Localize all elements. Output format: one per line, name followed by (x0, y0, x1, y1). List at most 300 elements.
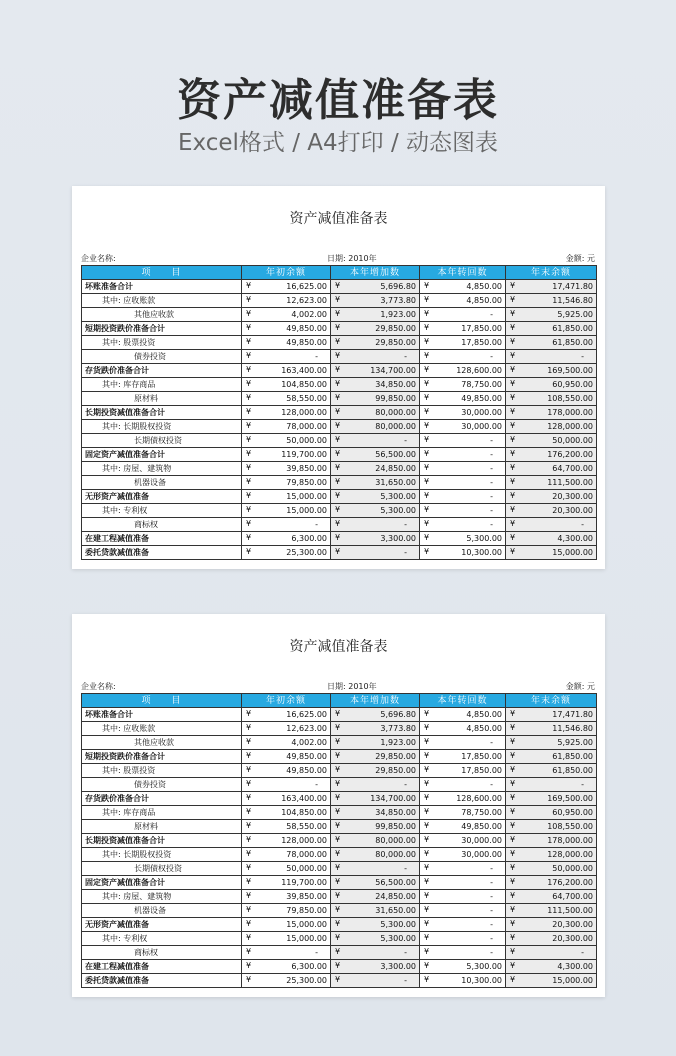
table-row (82, 378, 597, 392)
currency-symbol: ¥ (510, 737, 516, 746)
amount-value: 4,002.00 (291, 737, 327, 747)
amount-value: 80,000.00 (375, 407, 416, 417)
currency-symbol: ¥ (510, 295, 516, 304)
currency-symbol: ¥ (335, 849, 341, 858)
amount-value: 31,650.00 (375, 905, 416, 915)
table-row (82, 308, 597, 322)
table-row (82, 420, 597, 434)
amount-value: 4,850.00 (466, 709, 502, 719)
amount-value: 50,000.00 (286, 435, 327, 445)
amount-cell (242, 518, 331, 532)
currency-symbol: ¥ (510, 323, 516, 332)
amount-cell (506, 722, 597, 736)
amount-value: 30,000.00 (461, 407, 502, 417)
amount-value: 5,300.00 (380, 919, 416, 929)
amount-cell (331, 946, 420, 960)
currency-symbol: ¥ (510, 807, 516, 816)
currency-symbol: ¥ (424, 849, 430, 858)
currency-symbol: ¥ (510, 961, 516, 970)
currency-symbol: ¥ (246, 793, 252, 802)
currency-symbol: ¥ (424, 435, 430, 444)
amount-value: - (490, 947, 493, 957)
impairment-table (81, 693, 597, 988)
amount-value: 49,850.00 (286, 337, 327, 347)
amount-cell (420, 736, 506, 750)
row-label: 机器设备 (82, 904, 242, 918)
amount-cell (506, 448, 597, 462)
amount-value: 4,850.00 (466, 723, 502, 733)
table-header-row (82, 694, 597, 708)
currency-symbol: ¥ (510, 863, 516, 872)
currency-symbol: ¥ (335, 505, 341, 514)
currency-symbol: ¥ (335, 877, 341, 886)
amount-cell (331, 392, 420, 406)
currency-symbol: ¥ (335, 533, 341, 542)
amount-value: - (404, 975, 407, 985)
amount-cell (420, 764, 506, 778)
currency-symbol: ¥ (246, 393, 252, 402)
row-label: 其中: 库存商品 (82, 806, 242, 820)
amount-cell (331, 434, 420, 448)
amount-value: - (490, 491, 493, 501)
currency-symbol: ¥ (335, 519, 341, 528)
amount-cell (242, 890, 331, 904)
currency-symbol: ¥ (510, 519, 516, 528)
amount-cell (242, 350, 331, 364)
currency-symbol: ¥ (424, 891, 430, 900)
currency-symbol: ¥ (424, 933, 430, 942)
amount-cell (420, 280, 506, 294)
table-row (82, 974, 597, 988)
amount-cell (242, 504, 331, 518)
currency-symbol: ¥ (246, 435, 252, 444)
page-subtitle: Excel格式 / A4打印 / 动态图表 (177, 130, 499, 156)
amount-value: 80,000.00 (375, 835, 416, 845)
amount-cell (242, 918, 331, 932)
column-header: 年初余额 (242, 694, 331, 708)
amount-value: - (581, 947, 584, 957)
currency-symbol: ¥ (510, 491, 516, 500)
amount-value: 78,750.00 (461, 807, 502, 817)
currency-symbol: ¥ (246, 421, 252, 430)
currency-symbol: ¥ (424, 821, 430, 830)
row-label: 长期投资减值准备合计 (82, 406, 242, 420)
currency-symbol: ¥ (335, 365, 341, 374)
amount-cell (242, 378, 331, 392)
amount-cell (506, 490, 597, 504)
row-label: 原材料 (82, 820, 242, 834)
amount-value: 60,950.00 (552, 807, 593, 817)
table-row (82, 708, 597, 722)
amount-cell (331, 476, 420, 490)
amount-cell (506, 532, 597, 546)
amount-value: 5,300.00 (466, 533, 502, 543)
amount-value: 111,500.00 (547, 905, 593, 915)
currency-symbol: ¥ (246, 821, 252, 830)
amount-cell (506, 792, 597, 806)
row-label: 其中: 专利权 (82, 932, 242, 946)
amount-value: 20,300.00 (552, 491, 593, 501)
amount-cell (331, 904, 420, 918)
row-label: 其他应收款 (82, 736, 242, 750)
amount-value: 99,850.00 (375, 393, 416, 403)
row-label: 商标权 (82, 946, 242, 960)
amount-value: 30,000.00 (461, 849, 502, 859)
amount-value: 128,600.00 (456, 365, 502, 375)
amount-cell (506, 890, 597, 904)
amount-value: - (490, 737, 493, 747)
row-label: 长期债权投资 (82, 862, 242, 876)
currency-symbol: ¥ (424, 835, 430, 844)
amount-cell (242, 960, 331, 974)
table-row (82, 890, 597, 904)
currency-symbol: ¥ (424, 547, 430, 556)
amount-value: 17,471.80 (552, 709, 593, 719)
amount-cell (331, 504, 420, 518)
amount-value: 3,300.00 (380, 533, 416, 543)
currency-symbol: ¥ (335, 449, 341, 458)
amount-cell (420, 546, 506, 560)
amount-cell (331, 420, 420, 434)
amount-cell (331, 322, 420, 336)
amount-cell (420, 708, 506, 722)
amount-value: 56,500.00 (375, 877, 416, 887)
currency-symbol: ¥ (424, 947, 430, 956)
amount-value: 128,000.00 (547, 849, 593, 859)
currency-symbol: ¥ (424, 295, 430, 304)
amount-cell (506, 504, 597, 518)
amount-value: - (490, 505, 493, 515)
amount-cell (331, 308, 420, 322)
amount-cell (506, 778, 597, 792)
amount-cell (420, 406, 506, 420)
table-row (82, 504, 597, 518)
currency-symbol: ¥ (510, 309, 516, 318)
column-header: 年末余额 (506, 694, 597, 708)
amount-cell (420, 918, 506, 932)
amount-cell (506, 974, 597, 988)
row-label: 短期投资跌价准备合计 (82, 750, 242, 764)
amount-cell (506, 918, 597, 932)
sheet-preview-1 (72, 186, 605, 569)
currency-symbol: ¥ (335, 891, 341, 900)
amount-value: - (315, 947, 318, 957)
amount-cell (331, 792, 420, 806)
table-row (82, 350, 597, 364)
currency-symbol: ¥ (424, 379, 430, 388)
amount-value: 1,923.00 (380, 737, 416, 747)
row-label: 商标权 (82, 518, 242, 532)
amount-cell (420, 308, 506, 322)
amount-cell (420, 932, 506, 946)
amount-value: 60,950.00 (552, 379, 593, 389)
amount-cell (242, 792, 331, 806)
table-row (82, 792, 597, 806)
amount-value: 17,850.00 (461, 337, 502, 347)
amount-value: 25,300.00 (286, 975, 327, 985)
currency-symbol: ¥ (246, 477, 252, 486)
amount-cell (331, 448, 420, 462)
amount-value: 49,850.00 (286, 765, 327, 775)
sheet-meta (81, 681, 595, 693)
amount-value: 111,500.00 (547, 477, 593, 487)
amount-cell (242, 294, 331, 308)
amount-cell (420, 476, 506, 490)
amount-value: 5,300.00 (380, 491, 416, 501)
amount-value: 20,300.00 (552, 505, 593, 515)
amount-cell (506, 378, 597, 392)
amount-cell (331, 546, 420, 560)
currency-symbol: ¥ (510, 463, 516, 472)
amount-cell (420, 890, 506, 904)
currency-symbol: ¥ (246, 463, 252, 472)
table-row (82, 518, 597, 532)
amount-value: 58,550.00 (286, 393, 327, 403)
amount-value: 15,000.00 (286, 933, 327, 943)
amount-value: 108,550.00 (547, 393, 593, 403)
amount-value: - (581, 519, 584, 529)
amount-cell (242, 708, 331, 722)
amount-value: 16,625.00 (286, 709, 327, 719)
currency-symbol: ¥ (424, 919, 430, 928)
amount-cell (242, 764, 331, 778)
amount-value: 61,850.00 (552, 751, 593, 761)
currency-symbol: ¥ (246, 709, 252, 718)
amount-cell (331, 932, 420, 946)
amount-value: 15,000.00 (286, 505, 327, 515)
amount-value: 163,400.00 (281, 793, 327, 803)
amount-value: - (315, 519, 318, 529)
currency-symbol: ¥ (246, 891, 252, 900)
amount-cell (331, 490, 420, 504)
amount-value: 128,600.00 (456, 793, 502, 803)
amount-value: - (490, 309, 493, 319)
amount-value: 29,850.00 (375, 323, 416, 333)
currency-symbol: ¥ (510, 281, 516, 290)
currency-symbol: ¥ (335, 379, 341, 388)
row-label: 坏账准备合计 (82, 280, 242, 294)
amount-value: 5,300.00 (466, 961, 502, 971)
currency-symbol: ¥ (510, 421, 516, 430)
amount-cell (420, 960, 506, 974)
currency-symbol: ¥ (335, 351, 341, 360)
currency-symbol: ¥ (510, 905, 516, 914)
amount-cell (420, 722, 506, 736)
amount-cell (331, 750, 420, 764)
amount-cell (331, 532, 420, 546)
row-label: 固定资产减值准备合计 (82, 448, 242, 462)
amount-cell (242, 974, 331, 988)
currency-symbol: ¥ (335, 835, 341, 844)
column-header: 年初余额 (242, 266, 331, 280)
currency-symbol: ¥ (510, 821, 516, 830)
amount-value: - (490, 933, 493, 943)
table-row (82, 778, 597, 792)
amount-cell (331, 364, 420, 378)
amount-cell (506, 518, 597, 532)
currency-symbol: ¥ (424, 491, 430, 500)
amount-cell (242, 876, 331, 890)
currency-symbol: ¥ (246, 505, 252, 514)
amount-value: 39,850.00 (286, 891, 327, 901)
amount-value: - (404, 863, 407, 873)
currency-symbol: ¥ (246, 281, 252, 290)
amount-value: 56,500.00 (375, 449, 416, 459)
currency-symbol: ¥ (335, 407, 341, 416)
currency-symbol: ¥ (424, 323, 430, 332)
amount-value: 30,000.00 (461, 421, 502, 431)
sheet-preview-2 (72, 614, 605, 997)
amount-cell (331, 736, 420, 750)
currency-symbol: ¥ (510, 533, 516, 542)
amount-cell (420, 364, 506, 378)
amount-cell (420, 448, 506, 462)
amount-cell (506, 280, 597, 294)
column-header: 本年增加数 (331, 694, 420, 708)
amount-cell (331, 848, 420, 862)
currency-symbol: ¥ (335, 807, 341, 816)
amount-cell (242, 820, 331, 834)
amount-cell (331, 764, 420, 778)
amount-cell (420, 392, 506, 406)
currency-symbol: ¥ (335, 393, 341, 402)
currency-symbol: ¥ (246, 835, 252, 844)
currency-symbol: ¥ (246, 905, 252, 914)
row-label: 其中: 股票投资 (82, 336, 242, 350)
currency-symbol: ¥ (510, 435, 516, 444)
amount-value: 29,850.00 (375, 751, 416, 761)
currency-symbol: ¥ (424, 807, 430, 816)
amount-value: 49,850.00 (286, 323, 327, 333)
table-header-row (82, 266, 597, 280)
table-row (82, 532, 597, 546)
amount-value: 176,200.00 (547, 449, 593, 459)
amount-cell (506, 308, 597, 322)
row-label: 其中: 长期股权投资 (82, 848, 242, 862)
currency-symbol: ¥ (246, 877, 252, 886)
row-label: 其中: 专利权 (82, 504, 242, 518)
amount-value: 104,850.00 (281, 379, 327, 389)
currency-symbol: ¥ (510, 407, 516, 416)
amount-value: 178,000.00 (547, 407, 593, 417)
amount-value: 20,300.00 (552, 933, 593, 943)
impairment-table (81, 265, 597, 560)
amount-cell (420, 974, 506, 988)
row-label: 存货跌价准备合计 (82, 792, 242, 806)
amount-cell (242, 336, 331, 350)
amount-value: - (490, 351, 493, 361)
amount-value: 61,850.00 (552, 765, 593, 775)
amount-cell (420, 946, 506, 960)
currency-symbol: ¥ (335, 435, 341, 444)
table-row (82, 722, 597, 736)
currency-symbol: ¥ (246, 919, 252, 928)
amount-value: 4,850.00 (466, 281, 502, 291)
currency-symbol: ¥ (335, 975, 341, 984)
table-row (82, 862, 597, 876)
column-header: 本年转回数 (420, 266, 506, 280)
currency-symbol: ¥ (246, 947, 252, 956)
amount-value: 169,500.00 (547, 793, 593, 803)
amount-value: 134,700.00 (370, 365, 416, 375)
amount-cell (420, 806, 506, 820)
row-label: 机器设备 (82, 476, 242, 490)
amount-cell (242, 280, 331, 294)
currency-symbol: ¥ (424, 337, 430, 346)
amount-value: 79,850.00 (286, 905, 327, 915)
currency-symbol: ¥ (335, 723, 341, 732)
amount-value: 5,696.80 (380, 281, 416, 291)
amount-value: 169,500.00 (547, 365, 593, 375)
currency-symbol: ¥ (246, 295, 252, 304)
currency-symbol: ¥ (510, 337, 516, 346)
currency-symbol: ¥ (424, 351, 430, 360)
amount-cell (331, 834, 420, 848)
row-label: 其他应收款 (82, 308, 242, 322)
amount-value: 176,200.00 (547, 877, 593, 887)
currency-symbol: ¥ (424, 905, 430, 914)
currency-symbol: ¥ (335, 933, 341, 942)
currency-symbol: ¥ (246, 779, 252, 788)
currency-symbol: ¥ (424, 449, 430, 458)
amount-value: 58,550.00 (286, 821, 327, 831)
amount-cell (420, 322, 506, 336)
amount-cell (331, 722, 420, 736)
currency-symbol: ¥ (424, 421, 430, 430)
currency-symbol: ¥ (246, 407, 252, 416)
amount-value: 12,623.00 (286, 295, 327, 305)
amount-value: 4,002.00 (291, 309, 327, 319)
currency-symbol: ¥ (424, 281, 430, 290)
table-row (82, 820, 597, 834)
currency-symbol: ¥ (246, 337, 252, 346)
amount-value: 61,850.00 (552, 323, 593, 333)
currency-symbol: ¥ (510, 723, 516, 732)
amount-cell (331, 350, 420, 364)
amount-cell (242, 806, 331, 820)
table-row (82, 960, 597, 974)
amount-value: - (490, 449, 493, 459)
currency-symbol: ¥ (510, 891, 516, 900)
amount-cell (506, 708, 597, 722)
currency-symbol: ¥ (510, 449, 516, 458)
currency-symbol: ¥ (510, 919, 516, 928)
amount-value: 6,300.00 (291, 961, 327, 971)
row-label: 在建工程减值准备 (82, 532, 242, 546)
currency-symbol: ¥ (246, 547, 252, 556)
currency-symbol: ¥ (246, 379, 252, 388)
sheet-meta (81, 253, 595, 265)
currency-symbol: ¥ (335, 463, 341, 472)
amount-value: 4,300.00 (557, 961, 593, 971)
row-label: 其中: 库存商品 (82, 378, 242, 392)
currency-symbol: ¥ (335, 737, 341, 746)
amount-cell (242, 420, 331, 434)
currency-symbol: ¥ (246, 309, 252, 318)
amount-value: - (490, 463, 493, 473)
column-header: 本年增加数 (331, 266, 420, 280)
currency-symbol: ¥ (424, 877, 430, 886)
amount-value: 6,300.00 (291, 533, 327, 543)
amount-value: 16,625.00 (286, 281, 327, 291)
sheet-title: 资产减值准备表 (289, 211, 388, 227)
amount-cell (420, 862, 506, 876)
amount-value: 178,000.00 (547, 835, 593, 845)
currency-symbol: ¥ (424, 723, 430, 732)
amount-cell (331, 890, 420, 904)
currency-symbol: ¥ (246, 323, 252, 332)
amount-cell (242, 904, 331, 918)
